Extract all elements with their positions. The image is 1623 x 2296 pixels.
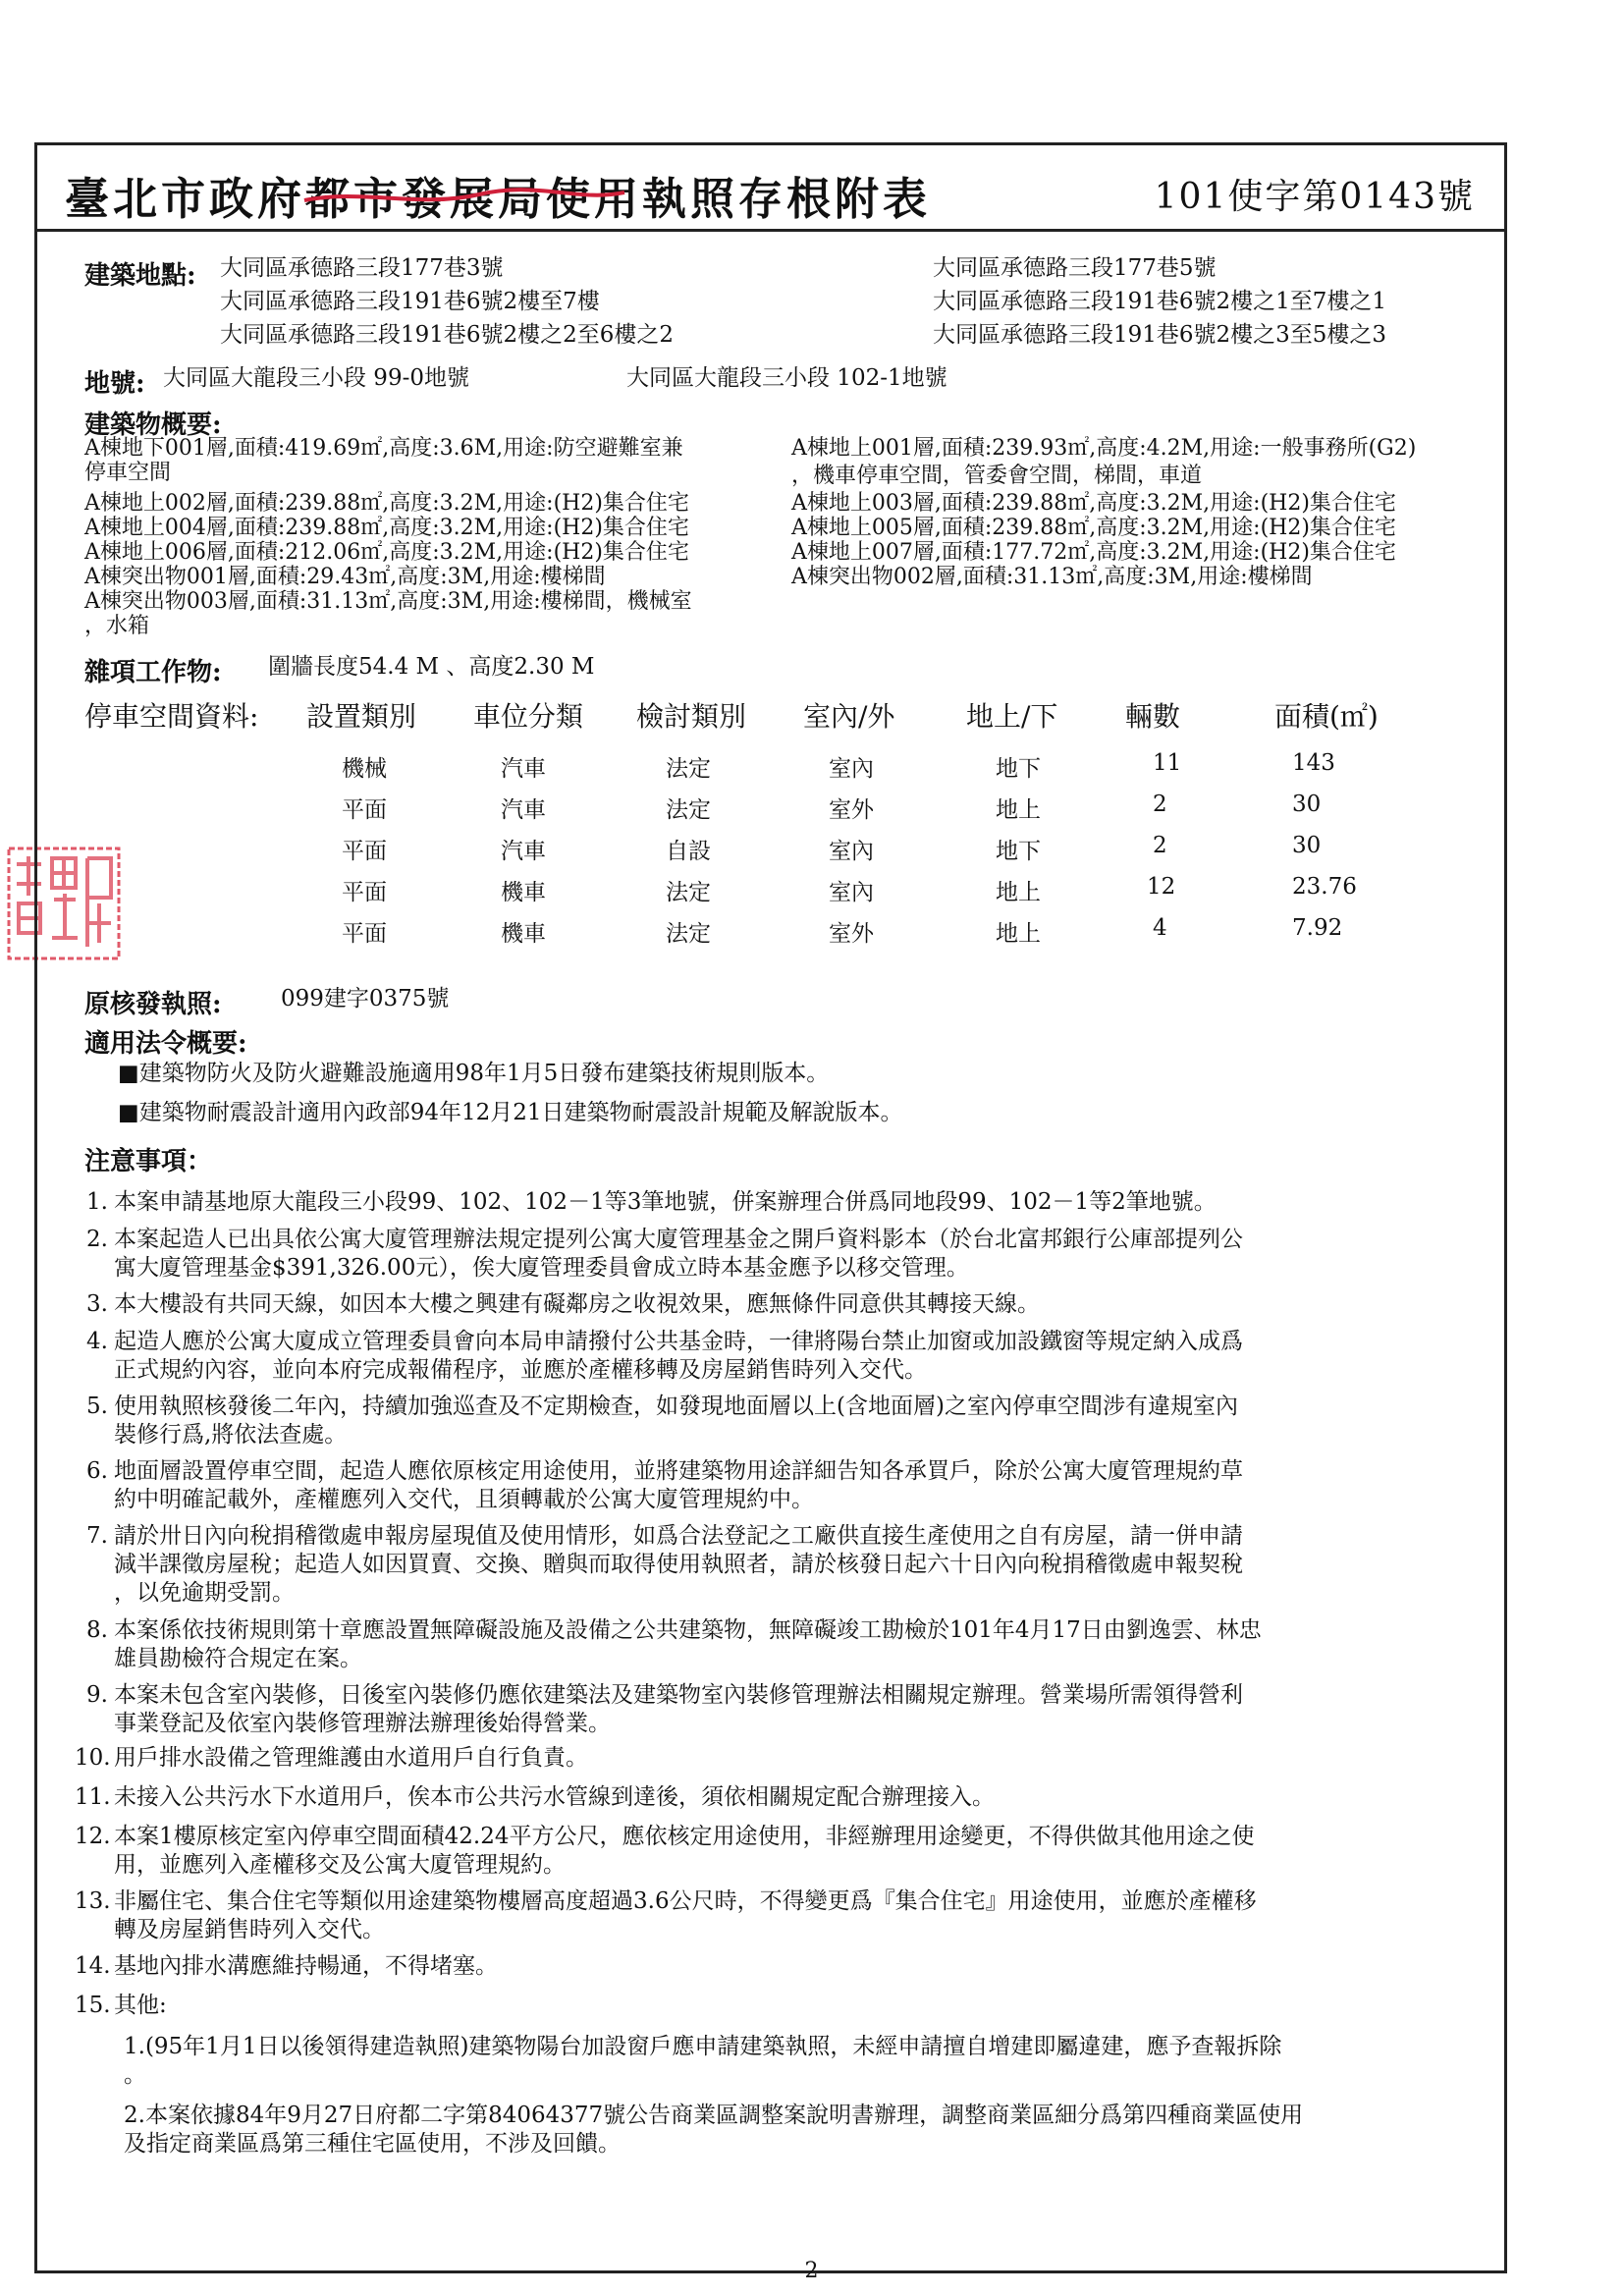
parking-cell: 機車 (501, 880, 546, 905)
parking-cell: 地下 (996, 839, 1041, 864)
original-permit-value: 099建字0375號 (281, 986, 450, 1011)
parking-header-category: 車位分類 (473, 700, 584, 733)
parking-cell: 2 (1153, 792, 1167, 817)
parking-cell: 143 (1292, 750, 1335, 776)
parking-cell: 地上 (996, 921, 1041, 947)
parking-cell: 汽車 (501, 797, 546, 823)
other-item-2: 2.本案依據84年9月27日府都二字第84064377號公告商業區調整案說明書辦理，調整商業區細分爲第四種商業區使用 及指定商業區爲第三種住宅區使用，不涉及回饋。 (124, 2103, 1304, 2157)
notes-label: 注意事項： (84, 1147, 213, 1176)
overview-left-4: A棟地上004層,面積:239.88㎡,高度:3.2M,用途:(H2)集合住宅 (84, 516, 689, 540)
parking-cell: 機車 (501, 921, 546, 947)
parking-cell: 12 (1147, 874, 1176, 900)
law-item-2: ■建築物耐震設計適用內政部94年12月21日建築物耐震設計規範及解說版本。 (118, 1100, 903, 1125)
overview-right-2: ，機車停車空間，管委會空間，梯間，車道 (791, 464, 1203, 488)
page-number: 2 (804, 2259, 819, 2283)
title-bar (37, 145, 1504, 232)
overview-right-5: A棟地上007層,面積:177.72㎡,高度:3.2M,用途:(H2)集合住宅 (791, 540, 1396, 565)
law-item-1: ■建築物防火及防火避難設施適用98年1月5日發布建築技術規則版本。 (118, 1061, 830, 1086)
laws-label: 適用法令概要: (84, 1029, 247, 1059)
parking-cell: 4 (1153, 915, 1167, 941)
parking-cell: 地上 (996, 797, 1041, 823)
misc-label: 雜項工作物: (84, 658, 222, 687)
parking-header-area: 面積(㎡) (1274, 700, 1379, 733)
site-address-right-3: 大同區承德路三段191巷6號2樓之3至5樓之3 (933, 322, 1387, 348)
parking-header-level: 地上/下 (966, 700, 1058, 733)
parking-cell: 自設 (666, 839, 711, 864)
parking-cell: 法定 (666, 797, 711, 823)
overview-left-6: A棟突出物001層,面積:29.43㎡,高度:3M,用途:樓梯間 (84, 565, 606, 589)
parking-cell: 法定 (666, 756, 711, 782)
overview-right-4: A棟地上005層,面積:239.88㎡,高度:3.2M,用途:(H2)集合住宅 (791, 516, 1396, 540)
overview-label: 建築物概要: (84, 410, 222, 440)
parking-cell: 法定 (666, 880, 711, 905)
parking-cell: 平面 (342, 880, 387, 905)
overview-left-7: A棟突出物003層,面積:31.13㎡,高度:3M,用途:樓梯間，機械室 (84, 589, 692, 614)
parking-header-type: 設置類別 (306, 700, 417, 733)
overview-right-3: A棟地上003層,面積:239.88㎡,高度:3.2M,用途:(H2)集合住宅 (791, 491, 1396, 516)
site-address-right-2: 大同區承德路三段191巷6號2樓之1至7樓之1 (933, 289, 1387, 314)
parking-cell: 汽車 (501, 839, 546, 864)
parking-cell: 機械 (342, 756, 387, 782)
parking-header-count: 輛數 (1125, 700, 1181, 733)
parking-cell: 平面 (342, 839, 387, 864)
lot-number-1: 大同區大龍段三小段 99-0地號 (163, 365, 469, 391)
overview-left-2: 停車空間 (84, 461, 172, 485)
overview-left-5: A棟地上006層,面積:212.06㎡,高度:3.2M,用途:(H2)集合住宅 (84, 540, 689, 565)
parking-cell: 室外 (829, 921, 874, 947)
overview-left-8: ，水箱 (84, 614, 150, 638)
parking-cell: 平面 (342, 797, 387, 823)
parking-cell: 11 (1153, 750, 1182, 776)
parking-cell: 室內 (829, 756, 874, 782)
parking-cell: 30 (1292, 833, 1322, 858)
lot-number-2: 大同區大龍段三小段 102-1地號 (626, 365, 947, 391)
permit-number: 101使字第0143號 (1154, 177, 1475, 217)
site-address-right-1: 大同區承德路三段177巷5號 (933, 255, 1217, 281)
parking-cell: 地下 (996, 756, 1041, 782)
parking-header-review: 檢討類別 (636, 700, 747, 733)
parking-header-indoor: 室內/外 (803, 700, 895, 733)
document-title: 臺北市政府都市發展局使用執照存根附表 (65, 173, 932, 225)
parking-label: 停車空間資料: (84, 700, 259, 733)
overview-left-3: A棟地上002層,面積:239.88㎡,高度:3.2M,用途:(H2)集合住宅 (84, 491, 689, 516)
parking-cell: 2 (1153, 833, 1167, 858)
original-permit-label: 原核發執照: (84, 990, 222, 1019)
misc-value: 圍牆長度54.4 M 、高度2.30 M (268, 654, 595, 680)
parking-cell: 地上 (996, 880, 1041, 905)
document-frame: 臺北市政府都市發展局使用執照存根附表 101使字第0143號 建築地點: 大同區承德路三段177巷3號 大同區承德路三段191巷6號2樓至7樓 大同區承德路三段191巷6號2樓之2至6樓之2 大同區承德路三段177巷5號 大同區承德路三段191巷6號2樓之1至7樓之1 大同區承德路三段191巷6號2樓之3至5樓之3 地號: 大同區大龍段三小段 99-0地號 大同區大龍段三小段 102-1地號 建築物概要: A棟地下001層,面積:419.69㎡,高度:3.6M,用途:防空避難室兼 停車空間 A棟地上002層,面積:239.88㎡,高度:3.2M,用途:(H2)集合住宅 A棟地上004層,面積:239.88㎡,高度:3.2M,用途:(H2)集合住宅 A棟地上006層,面積:212.06㎡,高度:3.2M,用途:(H2)集合住宅 A棟突出物001層,面積:29.43㎡,高度:3M,用途:樓梯間 A棟突出物003層,面積:31.13㎡,高度:3M,用途:樓梯間，機械室 ，水箱 A棟地上001層,面積:239.93㎡,高度:4.2M,用途:一般事務所(G2) ，機車停車空間，管委會空間，梯間，車道 A棟地上003層,面積:239.88㎡,高度:3.2M,用途:(H2)集合住宅 A棟地上005層,面積:239.88㎡,高度:3.2M,用途:(H2)集合住宅 A棟地上007層,面積:177.72㎡,高度:3.2M,用途:(H2)集合住宅 A棟突出物002層,面積:31.13㎡,高度:3M,用途:樓梯間 雜項工作物: 圍牆長度54.4 M 、高度2.30 M 停車空間資料: 設置類別 車位分類 檢討類別 室內/外 地上/下 輛數 面積(㎡) 機械 汽車 法定 室內 地下 11 143 平面 汽車 法定 室外 地上 2 30 平面 汽車 自設 室內 地下 2 30 平面 機車 法定 室內 地上 12 23.76 平面 機車 法定 室外 地上 4 7.92 原核發執照: 099建字0375號 適用法令概要: ■建築物防火及防火避難設施適用98年1月5日發布建築技術規則版本。 ■建築物耐震設計適用內政部94年12月21日建築物耐震設計規範及解說版本。 注意事項： 1. 本案申請基地原大龍段三小段99、102、102－1等3筆地號，併案辦理合併爲同地段99、102－1等2筆地號。 2. 本案起造人已出具依公寓大廈管理辦法規定提列公寓大廈管理基金之開戶資料影本（於台北富邦銀行公庫部提列公 寓大廈管理基金$391,326.00元），俟大廈管理委員會成立時本基金應予以移交管理。 3. 本大樓設有共同天線，如因本大樓之興建有礙鄰房之收視效果，應無條件同意供其轉接天線。 4. 起造人應於公寓大廈成立管理委員會向本局申請撥付公共基金時，一律將陽台禁止加窗或加設鐵窗等規定納入成爲 正式規約內容，並向本府完成報備程序，並應於產權移轉及房屋銷售時列入交代。 5. 使用執照核發後二年內，持續加強巡查及不定期檢查，如發現地面層以上(含地面層)之室內停車空間涉有違規室內 裝修行爲,將依法查處。 6. 地面層設置停車空間，起造人應依原核定用途使用，並將建築物用途詳細告知各承買戶，除於公寓大廈管理規約草 約中明確記載外，產權應列入交代，且須轉載於公寓大廈管理規約中。 7. 請於卅日內向稅捐稽徵處申報房屋現值及使用情形，如爲合法登記之工廠供直接生產使用之自有房屋，請一併申請 減半課徵房屋稅；起造人如因買賣、交換、贈與而取得使用執照者，請於核發日起六十日內向稅捐稽徵處申報契稅 ，以免逾期受罰。 8. 本案係依技術規則第十章應設置無障礙設施及設備之公共建築物，無障礙竣工勘檢於101年4月17日由劉逸雲、林忠 雄員勘檢符合規定在案。 9. 本案未包含室內裝修，日後室內裝修仍應依建築法及建築物室內裝修管理辦法相關規定辦理。營業場所需領得營利 事業登記及依室內裝修管理辦法辦理後始得營業。 10. 用戶排水設備之管理維護由水道用戶自行負責。 11. 未接入公共污水下水道用戶，俟本市公共污水管線到達後，須依相關規定配合辦理接入。 12. 本案1樓原核定室內停車空間面積42.24平方公尺，應依核定用途使用，非經辦理用途變更，不得供做其他用途之使 用，並應列入產權移交及公寓大廈管理規約。 13. 非屬住宅、集合住宅等類似用途建築物樓層高度超過3.6公尺時，不得變更爲『集合住宅』用途使用，並應於產權移 轉及房屋銷售時列入交代。 14. 基地內排水溝應維持暢通，不得堵塞。 15. 其他: 1.(95年1月1日以後領得建造執照)建築物陽台加設窗戶應申請建築執照，未經申請擅自增建即屬違建，應予查報拆除 。 2.本案依據84年9月27日府都二字第84064377號公告商業區調整案說明書辦理，調整商業區細分爲第四種商業區使用 及指定商業區爲第三種住宅區使用，不涉及回饋。 (34, 142, 1507, 2273)
overview-right-1: A棟地上001層,面積:239.93㎡,高度:4.2M,用途:一般事務所(G2) (791, 436, 1417, 461)
lot-label: 地號: (84, 369, 145, 399)
parking-cell: 室內 (829, 839, 874, 864)
parking-cell: 7.92 (1292, 915, 1343, 941)
red-strike-mark (302, 183, 626, 210)
parking-cell: 室內 (829, 880, 874, 905)
parking-cell: 汽車 (501, 756, 546, 782)
overview-left-1: A棟地下001層,面積:419.69㎡,高度:3.6M,用途:防空避難室兼 (84, 436, 683, 461)
site-address-left-2: 大同區承德路三段191巷6號2樓至7樓 (220, 289, 600, 314)
parking-cell: 平面 (342, 921, 387, 947)
overview-right-6: A棟突出物002層,面積:31.13㎡,高度:3M,用途:樓梯間 (791, 565, 1313, 589)
parking-cell: 23.76 (1292, 874, 1357, 900)
parking-cell: 30 (1292, 792, 1322, 817)
other-item-1: 1.(95年1月1日以後領得建造執照)建築物陽台加設窗戶應申請建築執照，未經申請擅自增建即屬違建，應予查報拆除 。 (124, 2034, 1282, 2088)
parking-cell: 法定 (666, 921, 711, 947)
parking-cell: 室外 (829, 797, 874, 823)
site-label: 建築地點: (84, 261, 196, 291)
site-address-left-3: 大同區承德路三段191巷6號2樓之2至6樓之2 (220, 322, 675, 348)
site-address-left-1: 大同區承德路三段177巷3號 (220, 255, 504, 281)
